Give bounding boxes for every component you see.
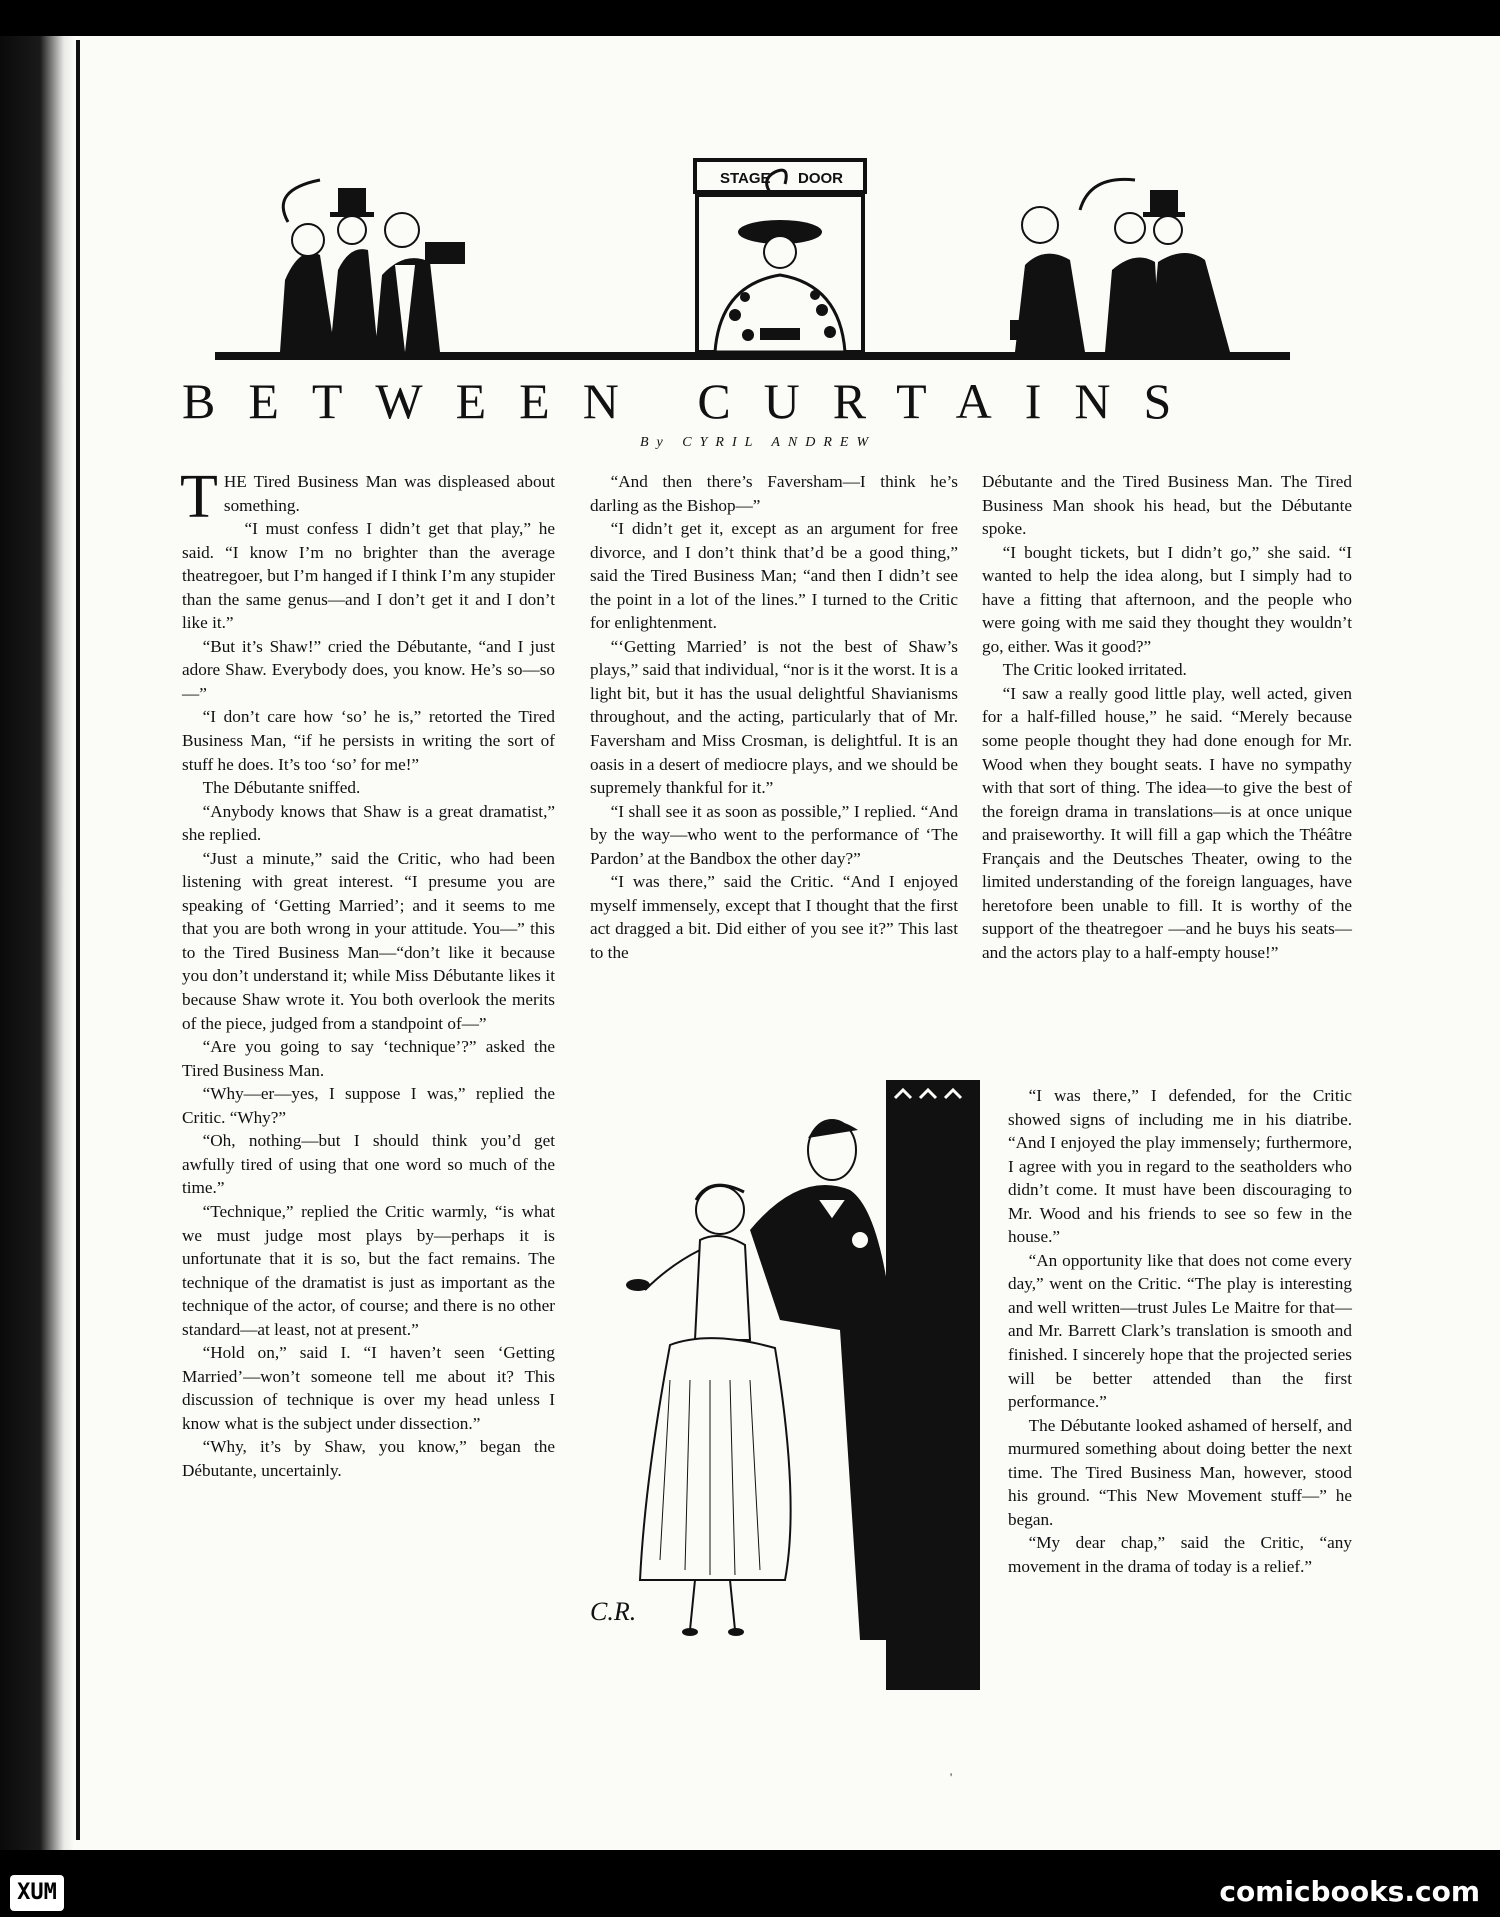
paragraph: “‘Getting Married’ is not the best of Shaw’s plays,” said that individual, “nor is it the worst. It is a light bit, but it has the usual delightful Shavianisms throughout, and the acting, particularly that of Mr. Faversham and Miss Crosman, is delightful. It is an oasis in a desert of mediocre plays, and we should be supremely thankful for it.”: [590, 636, 958, 798]
right-gentlemen-illustration: [1010, 179, 1230, 352]
paragraph: “An opportunity like that does not come every day,” went on the Critic. “The play is interesting and well written—trust Jules Le Maitre for that—and Mr. Barrett Clark’s translation is smooth and finished. I sincerely hope that the projected series will be better attended than the first performance.”: [1008, 1250, 1352, 1412]
header-illustration: [200, 150, 1300, 370]
paragraph: “Why—er—yes, I suppose I was,” replied the Critic. “Why?”: [182, 1084, 555, 1127]
gutter-line: [76, 40, 80, 1840]
book-spine-shadow: [0, 36, 74, 1850]
page-mark: ': [950, 1770, 953, 1784]
paragraph: “I was there,” I defended, for the Critic showed signs of including me in his diatribe. “And I enjoyed the play immensely; furthermore, I agree with you in regard to the seatholders who didn’t come. It must have been discouraging to Mr. Wood and his friends to see so few in the house.”: [1008, 1086, 1352, 1247]
paragraph: “I was there,” said the Critic. “And I enjoyed myself immensely, except that I thought that the first act dragged a bit. Did either of you see it?” This last to the: [590, 872, 958, 962]
paragraph: “And then there’s Faversham—I think he’s darling as the Bishop—”: [590, 472, 958, 515]
site-badge: XUM: [10, 1875, 64, 1911]
article-byline: By CYRIL ANDREW: [640, 435, 877, 450]
paragraph: Débutante and the Tired Business Man. The Tired Business Man shook his head, but the Débutante spoke.: [982, 472, 1352, 539]
paragraph: “I bought tickets, but I didn’t go,” she said. “I wanted to help the idea along, but I simply had to have a fitting that afternoon, and the people who were going with me said they thought they wouldn’t go, either. Was it good?”: [982, 542, 1352, 656]
paragraph: “I saw a really good little play, well acted, given for a half-filled house,” he said. “Merely because some people thought they had done enough for Mr. Wood when they bought seats. I have no sympathy with that sort of thing. The idea—to give the best of the foreign drama in translations—is at once unique and praiseworthy. It will fill a gap which the Théâtre Français and the Deutsches Theater, owing to the limited understanding of the foreign languages, have heretofore been unable to fill. It is worthy of the support of the theatregoer —and he buys his seats—and the actors play to a half-empty house!”: [982, 683, 1352, 962]
couple-illustration: [560, 1080, 980, 1700]
stage-sign-right: DOOR: [798, 170, 843, 187]
site-watermark: comicbooks.com: [1219, 1875, 1480, 1908]
artist-signature: C.R.: [590, 1597, 637, 1626]
text-column-3-top: [982, 470, 1352, 964]
paragraph: “I don’t care how ‘so’ he is,” retorted the Tired Business Man, “if he persists in writing the sort of stuff he does. It’s too ‘so’ for me!”: [182, 707, 555, 774]
drop-cap: T: [180, 463, 218, 531]
article-title: BETWEEN CURTAINS: [182, 373, 1205, 429]
text-column-3-bottom: [1008, 1084, 1352, 1578]
paragraph: “Oh, nothing—but I should think you’d get awfully tired of using that one word so much of the time.”: [182, 1131, 555, 1198]
paragraph: “Anybody knows that Shaw is a great dramatist,” she replied.: [182, 801, 555, 845]
left-gentlemen-illustration: [280, 180, 465, 352]
paragraph: “But it’s Shaw!” cried the Débutante, “and I just adore Shaw. Everybody does, you know. He’s so—so—”: [182, 636, 555, 703]
paragraph: The Débutante looked ashamed of herself, and murmured something about doing better the next time. The Tired Business Man, however, stood his ground. “This New Movement stuff—” he began.: [1008, 1415, 1352, 1529]
paragraph: “Just a minute,” said the Critic, who had been listening with great interest. “I presume you are speaking of ‘Getting Married’; and it seems to me that you are both wrong in your attitude. You—” this to the Tired Business Man—“don’t like it because you don’t understand it; while Miss Débutante likes it because Shaw wrote it. You both overlook the merits of the piece, judged from a standpoint of—”: [182, 848, 555, 1033]
stage-door-illustration: [695, 160, 865, 352]
text-column-2: [590, 470, 958, 964]
paragraph: “Hold on,” said I. “I haven’t seen ‘Getting Married’—won’t someone tell me about it? This discussion of technique is over my head unless I know what is the subject under dissection.”: [182, 1343, 555, 1433]
text-column-1: [180, 463, 555, 1483]
paragraph: THE Tired Business Man was displeased about something.: [180, 463, 555, 531]
paragraph: “My dear chap,” said the Critic, “any movement in the drama of today is a relief.”: [1008, 1533, 1352, 1576]
stage-sign-left: STAGE: [720, 170, 771, 187]
paragraph: “Why, it’s by Shaw, you know,” began the Débutante, uncertainly.: [182, 1437, 555, 1480]
paragraph: The Débutante sniffed.: [202, 778, 361, 798]
paragraph: “I didn’t get it, except as an argument for free divorce, and I don’t think that’d be a good thing,” said the Tired Business Man; “and then I didn’t see the point in a lot of the lines.” I turned to the Critic for enlightenment.: [590, 519, 958, 633]
paragraph: “Technique,” replied the Critic warmly, “is what we must judge most plays by—perhaps it is unfortunate that it is so, but the fact remains. The technique of the dramatist is just as important as the technique of the actor, of course; and there is no other standard—at least, not at present.”: [182, 1201, 555, 1339]
paragraph: The Critic looked irritated.: [1002, 660, 1187, 680]
paragraph: “I shall see it as soon as possible,” I replied. “And by the way—who went to the performance of ‘The Pardon’ at the Bandbox the other day?”: [590, 801, 958, 868]
paragraph: “Are you going to say ‘technique’?” asked the Tired Business Man.: [182, 1037, 555, 1080]
paragraph: “I must confess I didn’t get that play,” he said. “I know I’m no brighter than the average theatregoer, but I’m hanged if I think I’m any stupider than the same genus—and I don’t get it and I don’t like it.”: [182, 519, 555, 633]
